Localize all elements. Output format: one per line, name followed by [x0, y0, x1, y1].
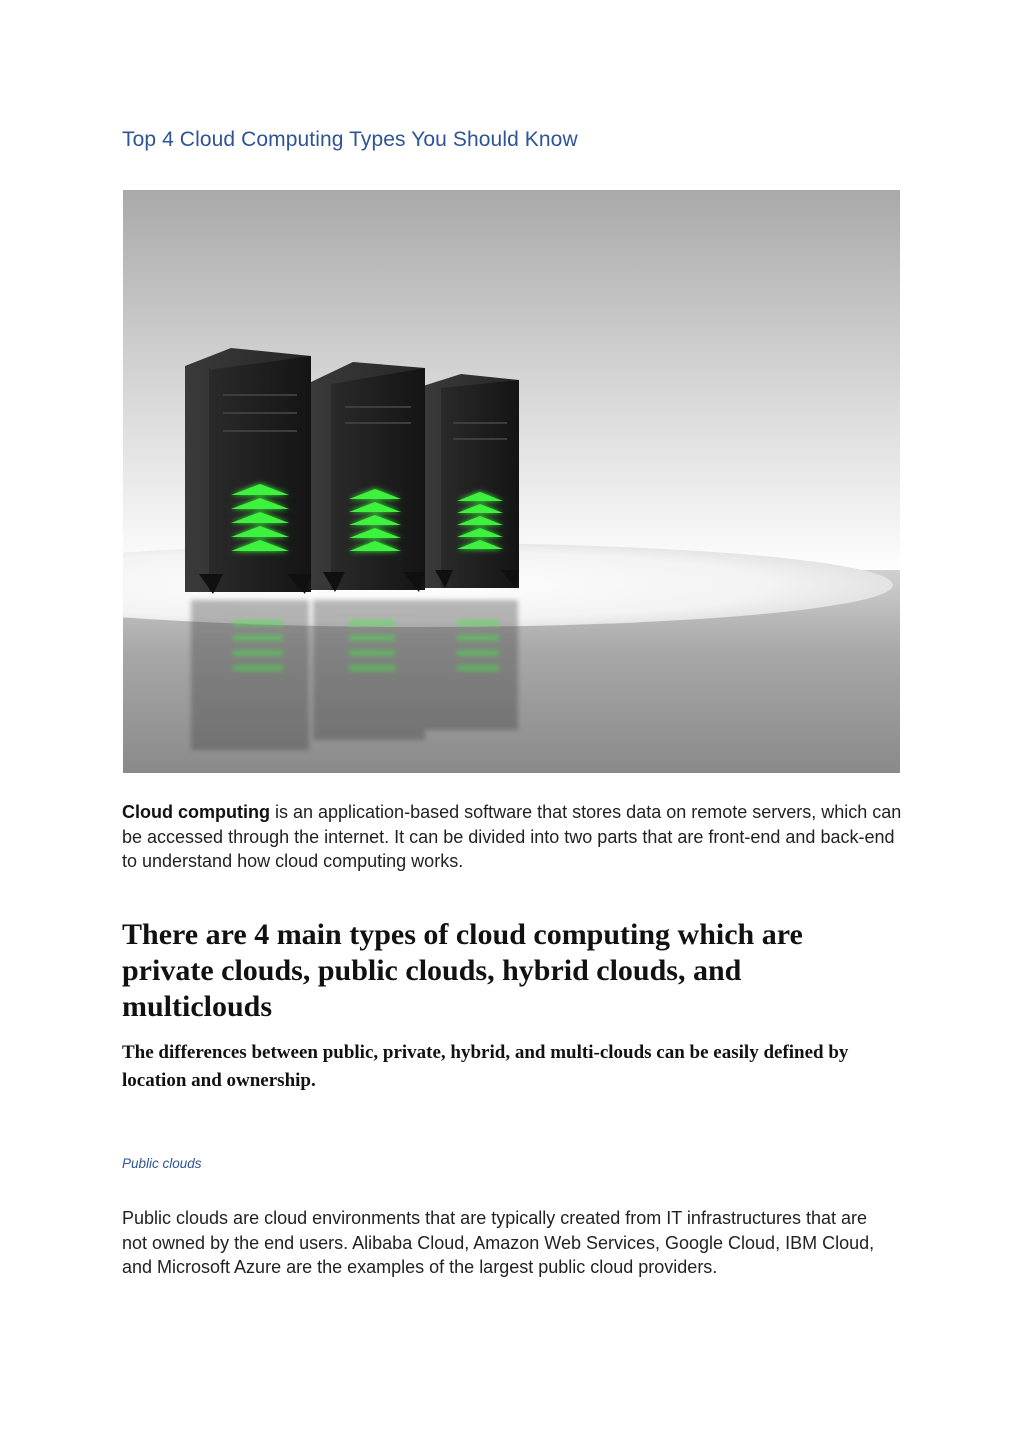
sub-heading: The differences between public, private, hybrid, and multi-clouds can be easily defined by location and ownership.: [122, 1042, 849, 1091]
intro-paragraph: [122, 800, 902, 874]
main-heading: There are 4 main types of cloud computing which are private clouds, public clouds, hybrid clouds, and multiclouds: [122, 918, 803, 1023]
server-towers-image: [123, 190, 900, 773]
intro-text: is an application-based software that stores data on remote servers, which can be accessed through the internet. It can be divided into two parts that are front-end and back-end to understand how cloud computing works.: [122, 802, 902, 871]
intro-lead-term: Cloud computing: [122, 802, 270, 822]
section-body-public-clouds: Public clouds are cloud environments that are typically created from IT infrastructures that are not owned by the end users. Alibaba Cloud, Amazon Web Services, Google Cloud, IBM Cloud, and Microsoft Azure are the examples of the largest public cloud providers.: [122, 1208, 875, 1277]
section-label-public-clouds: Public clouds: [122, 1156, 202, 1171]
document-title: Top 4 Cloud Computing Types You Should Know: [122, 128, 578, 151]
